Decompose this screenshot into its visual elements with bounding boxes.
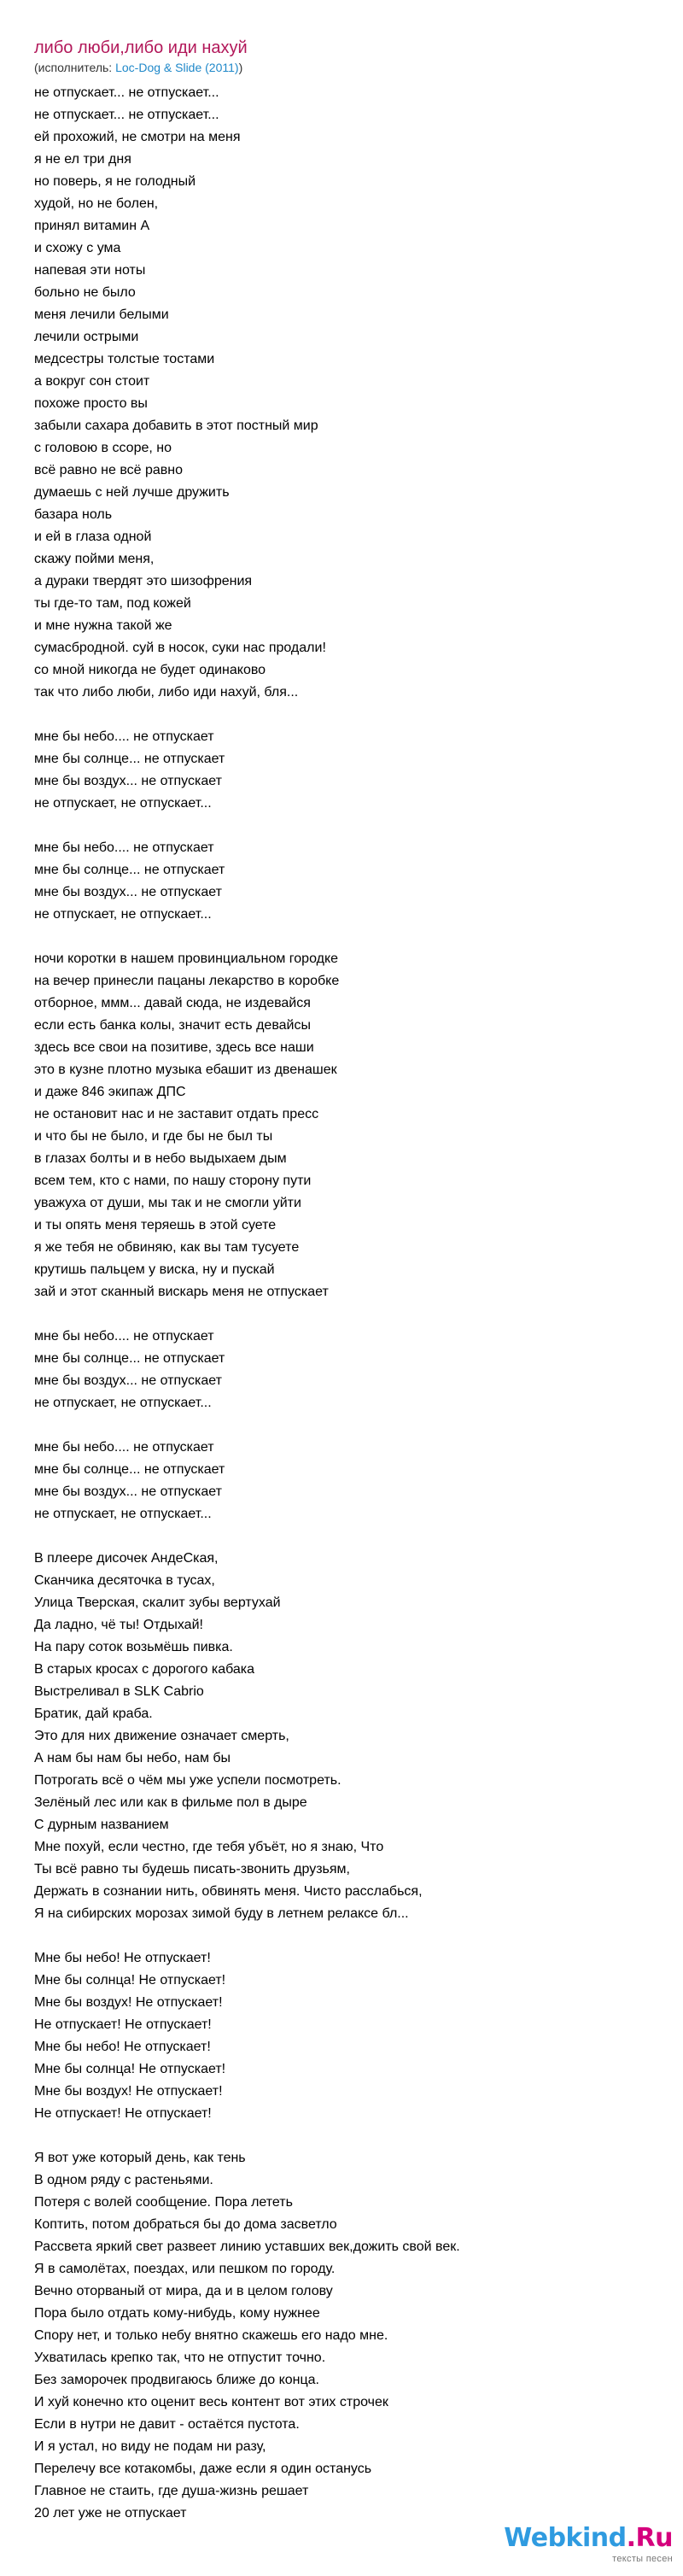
lyric-line: С дурным названием <box>34 1818 169 1832</box>
lyric-line: Вечно оторваный от мира, да и в целом голову <box>34 2284 333 2298</box>
lyric-line: так что либо люби, либо иди нахуй, бля... <box>34 685 299 700</box>
lyric-line: Мне бы воздух! Не отпускает! <box>34 2084 223 2099</box>
lyric-line: В плеере дисочек АндеСкая, <box>34 1551 219 1566</box>
lyric-line: Главное не стаить, где душа-жизнь решает <box>34 2484 309 2498</box>
lyric-line: но поверь, я не голодный <box>34 174 196 189</box>
lyric-line: В старых кросах с дорогого кабака <box>34 1662 255 1677</box>
lyric-line: Я на сибирских морозах зимой буду в летнем релаксе бл... <box>34 1906 409 1921</box>
lyric-line: всем тем, кто с нами, по нашу сторону пути <box>34 1174 312 1188</box>
lyric-line: лечили острыми <box>34 330 139 344</box>
lyric-line: мне бы небо.... не отпускает <box>34 1440 214 1455</box>
lyric-line: Я вот уже который день, как тень <box>34 2151 246 2165</box>
lyrics-stanza <box>34 2147 649 2525</box>
lyric-line: Не отпускает! Не отпускает! <box>34 2106 212 2121</box>
logo-tagline: тексты песен <box>612 2554 673 2564</box>
lyric-line: мне бы воздух... не отпускает <box>34 1484 222 1499</box>
lyric-line: худой, но не болен, <box>34 196 159 211</box>
lyric-line: это в кузне плотно музыка ебашит из двенашек <box>34 1063 337 1077</box>
lyric-line: мне бы воздух... не отпускает <box>34 1373 222 1388</box>
lyric-line: и схожу с ума <box>34 241 121 255</box>
lyrics-body <box>34 82 649 2525</box>
lyric-line: Потрогать всё о чём мы уже успели посмотреть. <box>34 1773 342 1788</box>
lyric-line: мне бы воздух... не отпускает <box>34 885 222 899</box>
lyric-line: меня лечили белыми <box>34 307 169 322</box>
lyric-line: не отпускает, не отпускает... <box>34 1507 212 1521</box>
lyric-line: с головою в ссоре, но <box>34 441 172 455</box>
lyric-line: Зелёный лес или как в фильме пол в дыре <box>34 1795 307 1810</box>
logo-brand: Webkind <box>504 2523 627 2553</box>
lyrics-page <box>34 38 649 2547</box>
lyric-line: не отпускает... не отпускает... <box>34 108 219 122</box>
lyric-line: напевая эти ноты <box>34 263 146 278</box>
lyric-line: думаешь с ней лучше дружить <box>34 485 230 500</box>
lyrics-stanza <box>34 726 649 815</box>
lyric-line: и мне нужна такой же <box>34 618 172 633</box>
lyric-line: и ты опять меня теряешь в этой суете <box>34 1218 277 1232</box>
lyric-line: Ухватилась крепко так, что не отпустит точно. <box>34 2351 326 2365</box>
lyric-line: Мне бы солнца! Не отпускает! <box>34 2062 226 2076</box>
lyrics-stanza <box>34 948 649 1303</box>
lyric-line: Если в нутри не давит - остаётся пустота. <box>34 2417 300 2432</box>
lyric-line: Мне похуй, если честно, где тебя убъёт, но я знаю, Что <box>34 1840 384 1854</box>
lyric-line: сумасбродной. суй в носок, суки нас продали! <box>34 641 326 655</box>
lyric-line: и ей в глаза одной <box>34 530 152 544</box>
lyric-line: на вечер принесли пацаны лекарство в коробке <box>34 974 340 988</box>
lyric-line: Мне бы солнца! Не отпускает! <box>34 1973 226 1988</box>
lyric-line: не отпускает, не отпускает... <box>34 907 212 922</box>
lyric-line: и что бы не было, и где бы не был ты <box>34 1129 273 1144</box>
artist-link[interactable]: Loc-Dog & Slide (2011) <box>115 61 239 74</box>
lyric-line: Рассвета яркий свет развеет линию уставших век,дожить свой век. <box>34 2239 460 2254</box>
lyric-line: мне бы солнце... не отпускает <box>34 752 225 766</box>
lyrics-stanza <box>34 837 649 926</box>
lyric-line: Это для них движение означает смерть, <box>34 1729 289 1743</box>
lyric-line: всё равно не всё равно <box>34 463 184 477</box>
lyric-line: Держать в сознании нить, обвинять меня. Чисто расслабься, <box>34 1884 423 1899</box>
site-watermark[interactable] <box>505 2515 683 2576</box>
lyrics-stanza <box>34 1437 649 1525</box>
lyric-line: Потеря с волей сообщение. Пора лететь <box>34 2195 293 2210</box>
lyric-line: Я в самолётах, поездах, или пешком по городу. <box>34 2262 336 2276</box>
credits-suffix: ) <box>238 61 243 74</box>
webkind-logo[interactable] <box>504 2525 673 2552</box>
lyric-line: похоже просто вы <box>34 396 148 411</box>
lyric-line: если есть банка колы, значит есть девайсы <box>34 1018 311 1033</box>
lyric-line: я не ел три дня <box>34 152 131 167</box>
lyric-line: не остановит нас и не заставит отдать пресс <box>34 1107 319 1121</box>
lyric-line: А нам бы нам бы небо, нам бы <box>34 1751 231 1765</box>
lyric-line: отборное, ммм... давай сюда, не издевайся <box>34 996 311 1010</box>
lyric-line: В одном ряду с растеньями. <box>34 2173 213 2187</box>
lyric-line: не отпускает, не отпускает... <box>34 1396 212 1410</box>
lyric-line: 20 лет уже не отпускает <box>34 2506 187 2520</box>
lyric-line: мне бы солнце... не отпускает <box>34 863 225 877</box>
lyric-line: зай и этот сканный вискарь меня не отпускает <box>34 1285 329 1299</box>
lyric-line: забыли сахара добавить в этот постный мир <box>34 419 318 433</box>
lyric-line: не отпускает, не отпускает... <box>34 796 212 811</box>
lyrics-stanza <box>34 1947 649 2125</box>
lyrics-stanza <box>34 1548 649 1925</box>
lyric-line: ночи коротки в нашем провинциальном городке <box>34 951 339 966</box>
logo-domain: .Ru <box>626 2523 673 2553</box>
lyric-line: ты где-то там, под кожей <box>34 596 191 611</box>
lyric-line: мне бы небо.... не отпускает <box>34 729 214 744</box>
lyric-line: Мне бы небо! Не отпускает! <box>34 2040 211 2054</box>
lyric-line: Да ладно, чё ты! Отдыхай! <box>34 1618 203 1632</box>
lyric-line: со мной никогда не будет одинаково <box>34 663 266 677</box>
lyric-line: крутишь пальцем у виска, ну и пускай <box>34 1262 275 1277</box>
lyric-line: Перелечу все котакомбы, даже если я один останусь <box>34 2462 372 2476</box>
lyric-line: принял витамин А <box>34 219 150 233</box>
lyric-line: а вокруг сон стоит <box>34 374 150 389</box>
lyric-line: я же тебя не обвиняю, как вы там тусуете <box>34 1240 300 1255</box>
lyric-line: мне бы солнце... не отпускает <box>34 1351 225 1366</box>
lyric-line: уважуха от души, мы так и не смогли уйти <box>34 1196 301 1210</box>
lyric-line: скажу пойми меня, <box>34 552 155 566</box>
lyric-line: Ты всё равно ты будешь писать-звонить друзьям, <box>34 1862 350 1876</box>
lyrics-stanza <box>34 82 649 704</box>
song-credits <box>34 60 649 75</box>
lyric-line: мне бы небо.... не отпускает <box>34 840 214 855</box>
lyric-line: в глазах болты и в небо выдыхаем дым <box>34 1151 287 1166</box>
lyric-line: а дураки твердят это шизофрения <box>34 574 253 588</box>
page-title: либо люби,либо иди нахуй <box>34 38 248 57</box>
lyric-line: мне бы воздух... не отпускает <box>34 774 222 788</box>
lyric-line: И хуй конечно кто оценит весь контент вот этих строчек <box>34 2395 388 2409</box>
lyric-line: Спору нет, и только небу внятно скажешь его надо мне. <box>34 2328 388 2343</box>
lyric-line: и даже 846 экипаж ДПС <box>34 1085 186 1099</box>
lyric-line: Улица Тверская, скалит зубы вертухай <box>34 1595 281 1610</box>
lyric-line: Мне бы воздух! Не отпускает! <box>34 1995 223 2010</box>
lyric-line: Не отпускает! Не отпускает! <box>34 2017 212 2032</box>
lyric-line: мне бы небо.... не отпускает <box>34 1329 214 1344</box>
lyric-line: базара ноль <box>34 507 113 522</box>
lyric-line: Сканчика десяточка в тусах, <box>34 1573 215 1588</box>
lyric-line: Выстреливал в SLK Cabrio <box>34 1684 204 1699</box>
lyric-line: Коптить, потом добраться бы до дома засветло <box>34 2217 337 2232</box>
lyric-line: мне бы солнце... не отпускает <box>34 1462 225 1477</box>
lyric-line: Братик, дай краба. <box>34 1707 153 1721</box>
lyric-line: ей прохожий, не смотри на меня <box>34 130 241 144</box>
lyric-line: не отпускает... не отпускает... <box>34 85 219 100</box>
lyric-line: И я устал, но виду не подам ни разу, <box>34 2439 266 2454</box>
lyric-line: Пора было отдать кому-нибудь, кому нужнее <box>34 2306 320 2321</box>
lyric-line: медсестры толстые тостами <box>34 352 215 366</box>
lyrics-stanza <box>34 1326 649 1414</box>
lyric-line: больно не было <box>34 285 136 300</box>
lyric-line: Мне бы небо! Не отпускает! <box>34 1951 211 1965</box>
credits-prefix: (исполнитель: <box>34 61 116 74</box>
lyric-line: здесь все свои на позитиве, здесь все наши <box>34 1040 314 1055</box>
lyric-line: На пару соток возьмёшь пивка. <box>34 1640 233 1654</box>
lyric-line: Без заморочек продвигаюсь ближе до конца. <box>34 2373 319 2387</box>
